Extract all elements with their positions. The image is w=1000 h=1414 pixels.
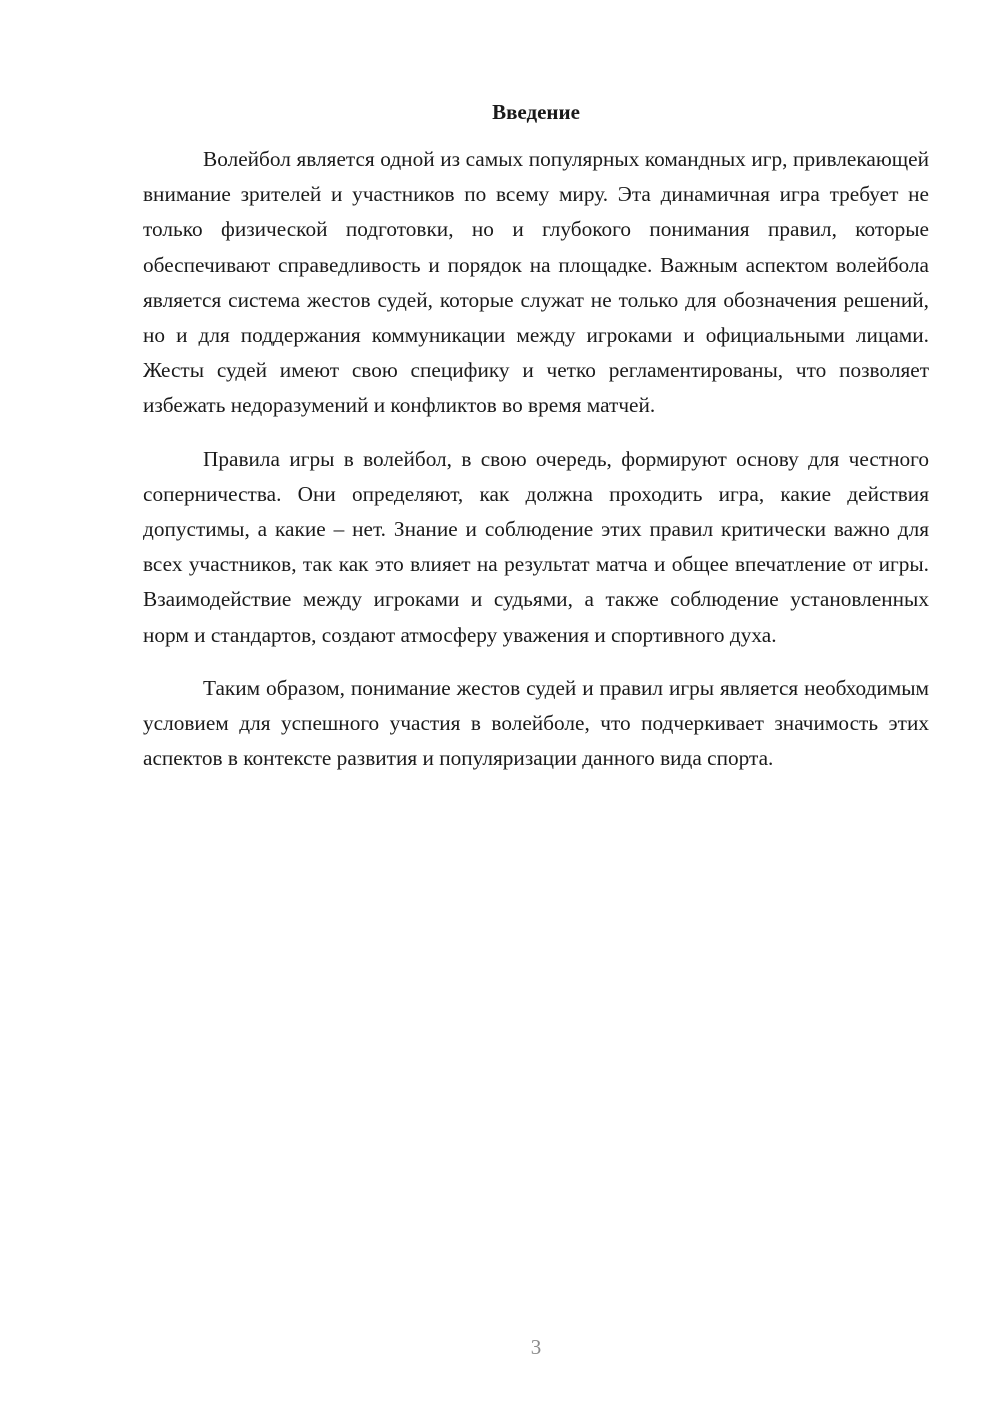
section-heading: Введение <box>492 100 580 124</box>
page-number: 3 <box>530 1335 542 1359</box>
paragraph-2: Правила игры в волейбол, в свою очередь, формируют основу для честного соперничества. Они определяют, как должна проходить игра, какие действия допустимы, а какие – нет. Знание и соблюдение этих правил критически важно для всех участников, так как это влияет на результат матча и общее впечатление от игры. Взаимодействие между игроками и судьями, а также соблюдение установленных норм и стандартов, создают атмосферу уважения и спортивного духа. <box>143 446 929 647</box>
paragraph-1: Волейбол является одной из самых популярных командных игр, привлекающей внимание зрителей и участников по всему миру. Эта динамичная игра требует не только физической подготовки, но и глубокого понимания правил, которые обеспечивают справедливость и порядок на площадке. Важным аспектом волейбола является система жестов судей, которые служат не только для обозначения решений, но и для поддержания коммуникации между игроками и официальными лицами. Жесты судей имеют свою специфику и четко регламентированы, что позволяет избежать недоразумений и конфликтов во время матчей. <box>143 147 929 418</box>
body-text <box>143 142 929 794</box>
paragraph-3: Таким образом, понимание жестов судей и правил игры является необходимым условием для успешного участия в волейболе, что подчеркивает значимость этих аспектов в контексте развития и популяризации данного вида спорта. <box>143 675 929 771</box>
